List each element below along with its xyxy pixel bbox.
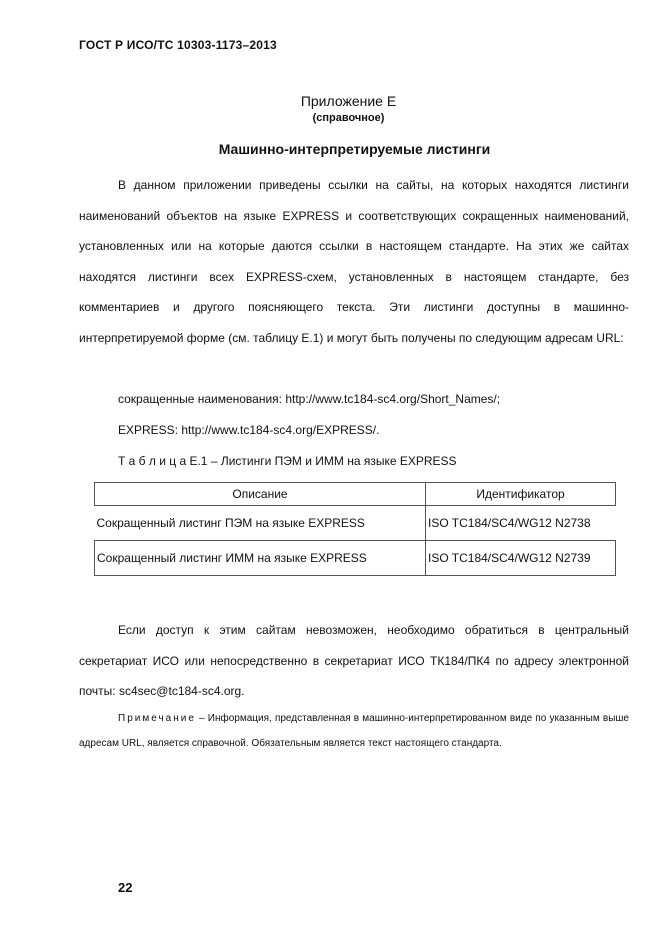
table-cell-description: Сокращенный листинг ПЭМ на языке EXPRESS (95, 506, 426, 541)
document-header: ГОСТ Р ИСО/ТС 10303-1173–2013 (79, 38, 277, 52)
table-cell-description: Сокращенный листинг ИММ на языке EXPRESS (95, 541, 426, 576)
appendix-subtitle: (справочное) (312, 112, 385, 124)
intro-paragraph: В данном приложении приведены ссылки на сайты, на которых находятся листинги наименований объектов на языке EXPRESS и соответствующих сокращенных наименований, установленных или на которые даются ссылки в настоящем стандарте. На этих же сайтах находятся листинги всех EXPRESS-схем, установленных в настоящем стандарте, без комментариев и другого поясняющего текста. Эти листинги доступны в машинно-интерпретируемой форме (см. таблицу Е.1) и могут быть получены по следующим адресам URL: (79, 178, 629, 345)
appendix-title: Приложение Е (300, 93, 397, 109)
contact-paragraph: Если доступ к этим сайтам невозможен, необходимо обратиться в центральный секретариат ИСО или непосредственно в секретариат ИСО ТК184/ПК4 по адресу электронной почты: sc4sec@tc184-sc4.org. (79, 623, 629, 698)
table-cell-identifier: ISO TC184/SC4/WG12 N2739 (426, 541, 616, 576)
table-caption: Т а б л и ц а Е.1 – Листинги ПЭМ и ИММ на языке EXPRESS (118, 454, 457, 468)
table-row (95, 506, 616, 541)
note-paragraph (79, 707, 629, 756)
url-express: EXPRESS: http://www.tc184-sc4.org/EXPRESS/. (118, 423, 380, 437)
table-header-description: Описание (95, 483, 426, 506)
section-title: Машинно-интерпретируемые листинги (218, 141, 491, 157)
url-short-names: сокращенные наименования: http://www.tc184-sc4.org/Short_Names/; (118, 392, 501, 406)
page-number: 22 (118, 880, 133, 895)
table-row (95, 541, 616, 576)
note-label: Примечание (118, 713, 196, 724)
table-header-identifier: Идентификатор (426, 483, 616, 506)
table-header-row (95, 483, 616, 506)
listings-table (94, 482, 616, 576)
note-text: – Информация, представленная в машинно-интерпретированном виде по указанным выше адресам URL, является справочной. Обязательным является текст настоящего стандарта. (79, 713, 629, 749)
table-cell-identifier: ISO TC184/SC4/WG12 N2738 (426, 506, 616, 541)
